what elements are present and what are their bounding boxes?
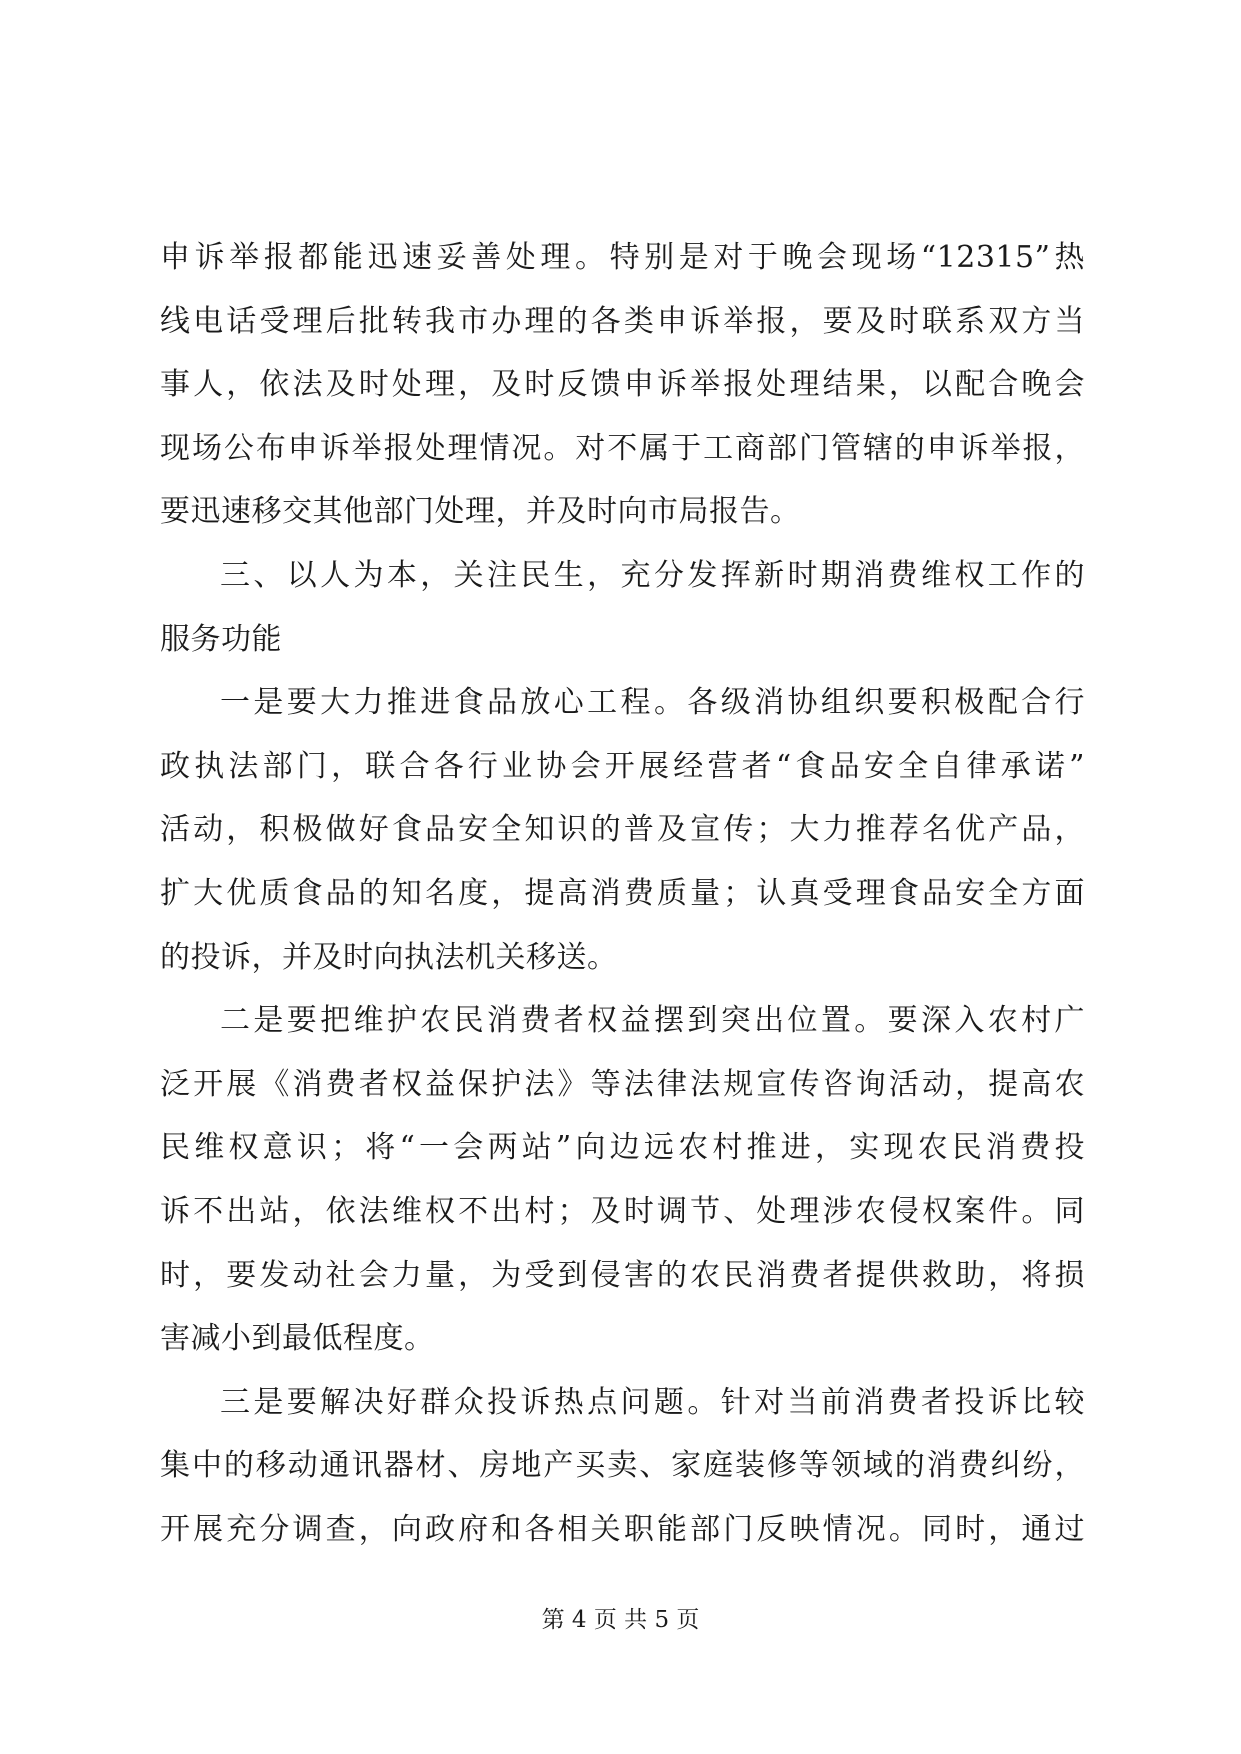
text-line: 时，要发动社会力量，为受到侵害的农民消费者提供救助，将损 [160,1257,1085,1293]
text-line: 申诉举报都能迅速妥善处理。特别是对于晚会现场“12315”热 [160,240,1085,275]
text-line: 的投诉，并及时向执法机关移送。 [160,939,618,975]
text-line: 泛开展《消费者权益保护法》等法律法规宣传咨询活动，提高农 [160,1066,1085,1102]
text-line: 二是要把维护农民消费者权益摆到突出位置。要深入农村广 [220,1003,1085,1039]
text-line: 活动，积极做好食品安全知识的普及宣传；大力推荐名优产品， [160,812,1085,848]
text-line: 要迅速移交其他部门处理，并及时向市局报告。 [160,494,801,530]
text-line: 一是要大力推进食品放心工程。各级消协组织要积极配合行 [220,685,1085,721]
text-line: 民维权意识；将“一会两站”向边远农村推进，实现农民消费投 [160,1130,1085,1166]
text-line: 三是要解决好群众投诉热点问题。针对当前消费者投诉比较 [220,1384,1085,1420]
text-line: 诉不出站，依法维权不出村；及时调节、处理涉农侵权案件。同 [160,1193,1085,1229]
text-line: 现场公布申诉举报处理情况。对不属于工商部门管辖的申诉举报， [160,430,1085,466]
text-line: 线电话受理后批转我市办理的各类申诉举报，要及时联系双方当 [160,303,1085,339]
text-line: 扩大优质食品的知名度，提高消费质量；认真受理食品安全方面 [160,875,1085,911]
body-text [160,226,1085,1561]
text-line: 开展充分调查，向政府和各相关职能部门反映情况。同时，通过 [160,1511,1085,1547]
page-number-footer: 第 4 页 共 5 页 [541,1607,700,1633]
text-line: 害减小到最低程度。 [160,1321,435,1357]
text-line: 事人，依法及时处理，及时反馈申诉举报处理结果，以配合晚会 [160,367,1085,403]
section-heading-line: 三、以人为本，关注民生，充分发挥新时期消费维权工作的 [220,557,1085,593]
section-heading-line: 服务功能 [160,621,282,657]
text-line: 集中的移动通讯器材、房地产买卖、家庭装修等领域的消费纠纷， [160,1448,1085,1484]
text-line: 政执法部门，联合各行业协会开展经营者“食品安全自律承诺” [160,748,1085,784]
